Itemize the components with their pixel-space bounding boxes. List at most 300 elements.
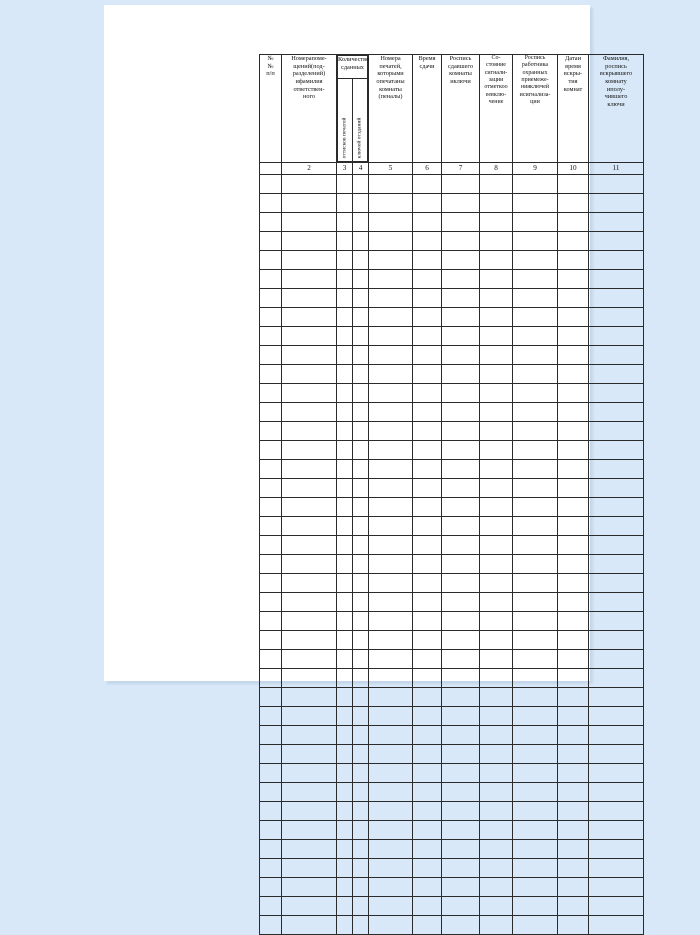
table-cell-empty[interactable] xyxy=(442,460,480,479)
table-cell-empty[interactable] xyxy=(589,878,644,897)
table-cell-empty[interactable] xyxy=(260,821,282,840)
table-cell-empty[interactable] xyxy=(558,745,589,764)
table-cell-empty[interactable] xyxy=(353,175,369,194)
table-cell-empty[interactable] xyxy=(282,593,337,612)
table-cell-empty[interactable] xyxy=(413,422,442,441)
table-cell-empty[interactable] xyxy=(558,441,589,460)
table-cell-empty[interactable] xyxy=(282,764,337,783)
table-cell-empty[interactable] xyxy=(513,707,558,726)
table-cell-empty[interactable] xyxy=(442,593,480,612)
table-cell-empty[interactable] xyxy=(282,327,337,346)
table-cell-empty[interactable] xyxy=(558,213,589,232)
table-cell-empty[interactable] xyxy=(480,802,513,821)
table-cell-empty[interactable] xyxy=(260,384,282,403)
table-row[interactable] xyxy=(260,916,644,935)
table-cell-empty[interactable] xyxy=(480,707,513,726)
table-cell-empty[interactable] xyxy=(413,403,442,422)
table-row[interactable] xyxy=(260,308,644,327)
table-cell-empty[interactable] xyxy=(413,517,442,536)
table-cell-empty[interactable] xyxy=(480,612,513,631)
table-cell-empty[interactable] xyxy=(282,460,337,479)
table-cell-empty[interactable] xyxy=(337,707,353,726)
table-cell-empty[interactable] xyxy=(369,859,413,878)
table-cell-empty[interactable] xyxy=(480,650,513,669)
table-cell-empty[interactable] xyxy=(369,745,413,764)
table-cell-empty[interactable] xyxy=(480,555,513,574)
table-cell-empty[interactable] xyxy=(353,688,369,707)
table-cell-empty[interactable] xyxy=(353,878,369,897)
table-cell-empty[interactable] xyxy=(558,764,589,783)
table-cell-empty[interactable] xyxy=(442,270,480,289)
table-cell-empty[interactable] xyxy=(369,840,413,859)
table-cell-empty[interactable] xyxy=(558,365,589,384)
table-cell-empty[interactable] xyxy=(282,479,337,498)
table-row[interactable] xyxy=(260,650,644,669)
table-cell-empty[interactable] xyxy=(282,840,337,859)
table-cell-empty[interactable] xyxy=(480,270,513,289)
table-cell-empty[interactable] xyxy=(369,688,413,707)
table-cell-empty[interactable] xyxy=(353,707,369,726)
table-cell-empty[interactable] xyxy=(413,897,442,916)
table-cell-empty[interactable] xyxy=(282,821,337,840)
table-cell-empty[interactable] xyxy=(480,745,513,764)
table-cell-empty[interactable] xyxy=(369,650,413,669)
table-row[interactable] xyxy=(260,365,644,384)
table-cell-empty[interactable] xyxy=(413,650,442,669)
table-cell-empty[interactable] xyxy=(260,669,282,688)
table-cell-empty[interactable] xyxy=(442,688,480,707)
table-cell-empty[interactable] xyxy=(513,346,558,365)
table-cell-empty[interactable] xyxy=(260,365,282,384)
table-cell-empty[interactable] xyxy=(369,821,413,840)
table-cell-empty[interactable] xyxy=(282,517,337,536)
table-cell-empty[interactable] xyxy=(558,878,589,897)
table-cell-empty[interactable] xyxy=(513,821,558,840)
table-row[interactable] xyxy=(260,346,644,365)
table-cell-empty[interactable] xyxy=(260,422,282,441)
table-cell-empty[interactable] xyxy=(513,213,558,232)
table-cell-empty[interactable] xyxy=(558,688,589,707)
table-cell-empty[interactable] xyxy=(337,593,353,612)
table-cell-empty[interactable] xyxy=(513,859,558,878)
table-cell-empty[interactable] xyxy=(589,232,644,251)
table-cell-empty[interactable] xyxy=(260,213,282,232)
table-cell-empty[interactable] xyxy=(260,688,282,707)
table-cell-empty[interactable] xyxy=(480,764,513,783)
table-cell-empty[interactable] xyxy=(480,441,513,460)
table-cell-empty[interactable] xyxy=(558,270,589,289)
table-cell-empty[interactable] xyxy=(282,688,337,707)
table-cell-empty[interactable] xyxy=(282,289,337,308)
table-cell-empty[interactable] xyxy=(413,175,442,194)
table-cell-empty[interactable] xyxy=(413,251,442,270)
table-cell-empty[interactable] xyxy=(589,802,644,821)
table-cell-empty[interactable] xyxy=(558,897,589,916)
table-cell-empty[interactable] xyxy=(413,327,442,346)
table-cell-empty[interactable] xyxy=(353,422,369,441)
table-cell-empty[interactable] xyxy=(589,764,644,783)
table-cell-empty[interactable] xyxy=(480,517,513,536)
table-cell-empty[interactable] xyxy=(353,536,369,555)
table-cell-empty[interactable] xyxy=(589,650,644,669)
table-cell-empty[interactable] xyxy=(413,479,442,498)
table-row[interactable] xyxy=(260,669,644,688)
table-row[interactable] xyxy=(260,612,644,631)
table-cell-empty[interactable] xyxy=(260,270,282,289)
table-cell-empty[interactable] xyxy=(589,251,644,270)
table-cell-empty[interactable] xyxy=(513,783,558,802)
table-cell-empty[interactable] xyxy=(260,764,282,783)
table-cell-empty[interactable] xyxy=(353,441,369,460)
table-cell-empty[interactable] xyxy=(442,650,480,669)
table-cell-empty[interactable] xyxy=(353,726,369,745)
table-row[interactable] xyxy=(260,384,644,403)
table-cell-empty[interactable] xyxy=(480,574,513,593)
table-row[interactable] xyxy=(260,688,644,707)
table-cell-empty[interactable] xyxy=(337,688,353,707)
table-cell-empty[interactable] xyxy=(558,308,589,327)
table-cell-empty[interactable] xyxy=(353,498,369,517)
table-cell-empty[interactable] xyxy=(353,840,369,859)
table-cell-empty[interactable] xyxy=(480,251,513,270)
table-cell-empty[interactable] xyxy=(480,460,513,479)
table-cell-empty[interactable] xyxy=(413,764,442,783)
table-cell-empty[interactable] xyxy=(337,517,353,536)
table-cell-empty[interactable] xyxy=(480,422,513,441)
table-cell-empty[interactable] xyxy=(369,384,413,403)
table-cell-empty[interactable] xyxy=(480,897,513,916)
table-cell-empty[interactable] xyxy=(480,878,513,897)
table-cell-empty[interactable] xyxy=(369,631,413,650)
table-cell-empty[interactable] xyxy=(260,251,282,270)
table-cell-empty[interactable] xyxy=(513,878,558,897)
table-cell-empty[interactable] xyxy=(442,916,480,935)
table-cell-empty[interactable] xyxy=(282,631,337,650)
table-cell-empty[interactable] xyxy=(589,346,644,365)
table-row[interactable] xyxy=(260,327,644,346)
table-cell-empty[interactable] xyxy=(337,536,353,555)
table-cell-empty[interactable] xyxy=(337,308,353,327)
table-cell-empty[interactable] xyxy=(337,251,353,270)
table-cell-empty[interactable] xyxy=(282,270,337,289)
table-cell-empty[interactable] xyxy=(413,194,442,213)
table-cell-empty[interactable] xyxy=(282,916,337,935)
table-row[interactable] xyxy=(260,745,644,764)
table-cell-empty[interactable] xyxy=(558,536,589,555)
table-cell-empty[interactable] xyxy=(513,745,558,764)
table-cell-empty[interactable] xyxy=(558,669,589,688)
table-cell-empty[interactable] xyxy=(558,802,589,821)
table-cell-empty[interactable] xyxy=(282,612,337,631)
table-cell-empty[interactable] xyxy=(369,479,413,498)
table-cell-empty[interactable] xyxy=(337,194,353,213)
table-cell-empty[interactable] xyxy=(480,916,513,935)
table-cell-empty[interactable] xyxy=(369,403,413,422)
table-cell-empty[interactable] xyxy=(260,916,282,935)
table-cell-empty[interactable] xyxy=(442,745,480,764)
table-cell-empty[interactable] xyxy=(353,821,369,840)
table-cell-empty[interactable] xyxy=(558,555,589,574)
table-cell-empty[interactable] xyxy=(337,460,353,479)
table-cell-empty[interactable] xyxy=(353,232,369,251)
table-cell-empty[interactable] xyxy=(589,194,644,213)
table-cell-empty[interactable] xyxy=(369,441,413,460)
table-cell-empty[interactable] xyxy=(589,384,644,403)
table-cell-empty[interactable] xyxy=(413,840,442,859)
table-cell-empty[interactable] xyxy=(413,878,442,897)
table-cell-empty[interactable] xyxy=(413,707,442,726)
table-row[interactable] xyxy=(260,441,644,460)
table-cell-empty[interactable] xyxy=(337,441,353,460)
table-cell-empty[interactable] xyxy=(353,859,369,878)
table-cell-empty[interactable] xyxy=(442,612,480,631)
table-cell-empty[interactable] xyxy=(513,688,558,707)
table-cell-empty[interactable] xyxy=(558,726,589,745)
table-cell-empty[interactable] xyxy=(558,916,589,935)
table-cell-empty[interactable] xyxy=(513,612,558,631)
table-row[interactable] xyxy=(260,764,644,783)
table-cell-empty[interactable] xyxy=(260,612,282,631)
table-cell-empty[interactable] xyxy=(513,916,558,935)
table-cell-empty[interactable] xyxy=(260,707,282,726)
table-cell-empty[interactable] xyxy=(260,460,282,479)
table-row[interactable] xyxy=(260,460,644,479)
table-cell-empty[interactable] xyxy=(558,327,589,346)
table-cell-empty[interactable] xyxy=(558,650,589,669)
table-cell-empty[interactable] xyxy=(369,175,413,194)
table-cell-empty[interactable] xyxy=(480,403,513,422)
table-cell-empty[interactable] xyxy=(337,232,353,251)
table-cell-empty[interactable] xyxy=(480,327,513,346)
table-cell-empty[interactable] xyxy=(480,308,513,327)
table-cell-empty[interactable] xyxy=(260,726,282,745)
table-cell-empty[interactable] xyxy=(282,308,337,327)
table-cell-empty[interactable] xyxy=(413,612,442,631)
table-cell-empty[interactable] xyxy=(513,669,558,688)
table-cell-empty[interactable] xyxy=(337,783,353,802)
table-cell-empty[interactable] xyxy=(260,175,282,194)
table-cell-empty[interactable] xyxy=(369,346,413,365)
table-cell-empty[interactable] xyxy=(589,289,644,308)
table-cell-empty[interactable] xyxy=(480,479,513,498)
table-cell-empty[interactable] xyxy=(353,403,369,422)
table-cell-empty[interactable] xyxy=(413,384,442,403)
table-row[interactable] xyxy=(260,574,644,593)
table-cell-empty[interactable] xyxy=(369,669,413,688)
table-cell-empty[interactable] xyxy=(558,479,589,498)
table-row[interactable] xyxy=(260,802,644,821)
table-row[interactable] xyxy=(260,536,644,555)
table-cell-empty[interactable] xyxy=(442,859,480,878)
table-row[interactable] xyxy=(260,726,644,745)
table-cell-empty[interactable] xyxy=(337,840,353,859)
table-cell-empty[interactable] xyxy=(260,593,282,612)
table-cell-empty[interactable] xyxy=(260,194,282,213)
table-cell-empty[interactable] xyxy=(337,745,353,764)
table-cell-empty[interactable] xyxy=(513,517,558,536)
table-cell-empty[interactable] xyxy=(369,726,413,745)
table-cell-empty[interactable] xyxy=(513,460,558,479)
table-cell-empty[interactable] xyxy=(513,574,558,593)
table-row[interactable] xyxy=(260,403,644,422)
table-cell-empty[interactable] xyxy=(480,536,513,555)
table-row[interactable] xyxy=(260,289,644,308)
table-cell-empty[interactable] xyxy=(589,916,644,935)
table-cell-empty[interactable] xyxy=(480,213,513,232)
table-cell-empty[interactable] xyxy=(337,384,353,403)
table-row[interactable] xyxy=(260,897,644,916)
table-cell-empty[interactable] xyxy=(589,593,644,612)
table-cell-empty[interactable] xyxy=(353,897,369,916)
table-cell-empty[interactable] xyxy=(369,802,413,821)
table-cell-empty[interactable] xyxy=(260,327,282,346)
table-cell-empty[interactable] xyxy=(480,631,513,650)
table-cell-empty[interactable] xyxy=(369,783,413,802)
table-cell-empty[interactable] xyxy=(442,479,480,498)
table-cell-empty[interactable] xyxy=(369,707,413,726)
table-cell-empty[interactable] xyxy=(589,517,644,536)
table-cell-empty[interactable] xyxy=(282,365,337,384)
table-row[interactable] xyxy=(260,175,644,194)
table-cell-empty[interactable] xyxy=(413,441,442,460)
table-cell-empty[interactable] xyxy=(369,764,413,783)
table-cell-empty[interactable] xyxy=(260,650,282,669)
table-cell-empty[interactable] xyxy=(513,175,558,194)
table-cell-empty[interactable] xyxy=(369,536,413,555)
table-cell-empty[interactable] xyxy=(480,669,513,688)
table-cell-empty[interactable] xyxy=(442,897,480,916)
table-cell-empty[interactable] xyxy=(260,631,282,650)
table-cell-empty[interactable] xyxy=(282,669,337,688)
table-cell-empty[interactable] xyxy=(513,251,558,270)
table-cell-empty[interactable] xyxy=(337,631,353,650)
table-cell-empty[interactable] xyxy=(337,327,353,346)
table-cell-empty[interactable] xyxy=(513,764,558,783)
table-row[interactable] xyxy=(260,631,644,650)
table-cell-empty[interactable] xyxy=(282,726,337,745)
table-cell-empty[interactable] xyxy=(589,365,644,384)
table-cell-empty[interactable] xyxy=(353,555,369,574)
table-cell-empty[interactable] xyxy=(442,802,480,821)
table-cell-empty[interactable] xyxy=(513,384,558,403)
table-cell-empty[interactable] xyxy=(413,631,442,650)
table-cell-empty[interactable] xyxy=(353,916,369,935)
table-cell-empty[interactable] xyxy=(413,916,442,935)
table-cell-empty[interactable] xyxy=(442,384,480,403)
table-cell-empty[interactable] xyxy=(513,422,558,441)
table-cell-empty[interactable] xyxy=(282,498,337,517)
table-cell-empty[interactable] xyxy=(353,593,369,612)
table-cell-empty[interactable] xyxy=(337,821,353,840)
table-cell-empty[interactable] xyxy=(442,764,480,783)
table-cell-empty[interactable] xyxy=(369,213,413,232)
table-cell-empty[interactable] xyxy=(413,270,442,289)
table-cell-empty[interactable] xyxy=(337,346,353,365)
table-cell-empty[interactable] xyxy=(480,593,513,612)
table-cell-empty[interactable] xyxy=(260,289,282,308)
table-cell-empty[interactable] xyxy=(282,802,337,821)
table-cell-empty[interactable] xyxy=(442,251,480,270)
table-cell-empty[interactable] xyxy=(353,213,369,232)
table-cell-empty[interactable] xyxy=(513,479,558,498)
table-cell-empty[interactable] xyxy=(589,726,644,745)
table-cell-empty[interactable] xyxy=(513,650,558,669)
table-cell-empty[interactable] xyxy=(558,707,589,726)
table-cell-empty[interactable] xyxy=(260,536,282,555)
table-cell-empty[interactable] xyxy=(513,498,558,517)
table-cell-empty[interactable] xyxy=(513,365,558,384)
table-cell-empty[interactable] xyxy=(260,840,282,859)
table-cell-empty[interactable] xyxy=(413,745,442,764)
table-cell-empty[interactable] xyxy=(442,840,480,859)
table-cell-empty[interactable] xyxy=(413,213,442,232)
table-row[interactable] xyxy=(260,878,644,897)
table-cell-empty[interactable] xyxy=(442,365,480,384)
table-cell-empty[interactable] xyxy=(337,422,353,441)
table-cell-empty[interactable] xyxy=(442,289,480,308)
table-cell-empty[interactable] xyxy=(369,897,413,916)
table-cell-empty[interactable] xyxy=(353,574,369,593)
table-row[interactable] xyxy=(260,840,644,859)
table-cell-empty[interactable] xyxy=(480,175,513,194)
table-cell-empty[interactable] xyxy=(337,175,353,194)
table-cell-empty[interactable] xyxy=(337,802,353,821)
table-cell-empty[interactable] xyxy=(513,726,558,745)
table-row[interactable] xyxy=(260,821,644,840)
table-cell-empty[interactable] xyxy=(442,403,480,422)
table-cell-empty[interactable] xyxy=(589,574,644,593)
table-cell-empty[interactable] xyxy=(369,916,413,935)
table-cell-empty[interactable] xyxy=(558,859,589,878)
table-cell-empty[interactable] xyxy=(589,327,644,346)
table-cell-empty[interactable] xyxy=(558,384,589,403)
table-cell-empty[interactable] xyxy=(413,555,442,574)
table-cell-empty[interactable] xyxy=(558,498,589,517)
table-cell-empty[interactable] xyxy=(353,346,369,365)
table-cell-empty[interactable] xyxy=(558,422,589,441)
table-cell-empty[interactable] xyxy=(282,745,337,764)
table-cell-empty[interactable] xyxy=(337,878,353,897)
table-cell-empty[interactable] xyxy=(442,232,480,251)
table-cell-empty[interactable] xyxy=(413,726,442,745)
table-cell-empty[interactable] xyxy=(337,612,353,631)
table-cell-empty[interactable] xyxy=(513,555,558,574)
table-cell-empty[interactable] xyxy=(413,802,442,821)
table-cell-empty[interactable] xyxy=(260,232,282,251)
table-cell-empty[interactable] xyxy=(558,251,589,270)
table-cell-empty[interactable] xyxy=(369,555,413,574)
table-cell-empty[interactable] xyxy=(442,669,480,688)
table-row[interactable] xyxy=(260,555,644,574)
table-cell-empty[interactable] xyxy=(369,365,413,384)
table-cell-empty[interactable] xyxy=(369,422,413,441)
table-cell-empty[interactable] xyxy=(260,878,282,897)
table-cell-empty[interactable] xyxy=(442,574,480,593)
table-cell-empty[interactable] xyxy=(589,498,644,517)
table-row[interactable] xyxy=(260,707,644,726)
table-cell-empty[interactable] xyxy=(480,783,513,802)
table-cell-empty[interactable] xyxy=(558,346,589,365)
table-cell-empty[interactable] xyxy=(260,498,282,517)
table-cell-empty[interactable] xyxy=(337,498,353,517)
table-cell-empty[interactable] xyxy=(282,897,337,916)
table-cell-empty[interactable] xyxy=(589,612,644,631)
table-cell-empty[interactable] xyxy=(353,517,369,536)
table-cell-empty[interactable] xyxy=(413,365,442,384)
table-cell-empty[interactable] xyxy=(442,194,480,213)
table-cell-empty[interactable] xyxy=(282,783,337,802)
table-cell-empty[interactable] xyxy=(369,612,413,631)
